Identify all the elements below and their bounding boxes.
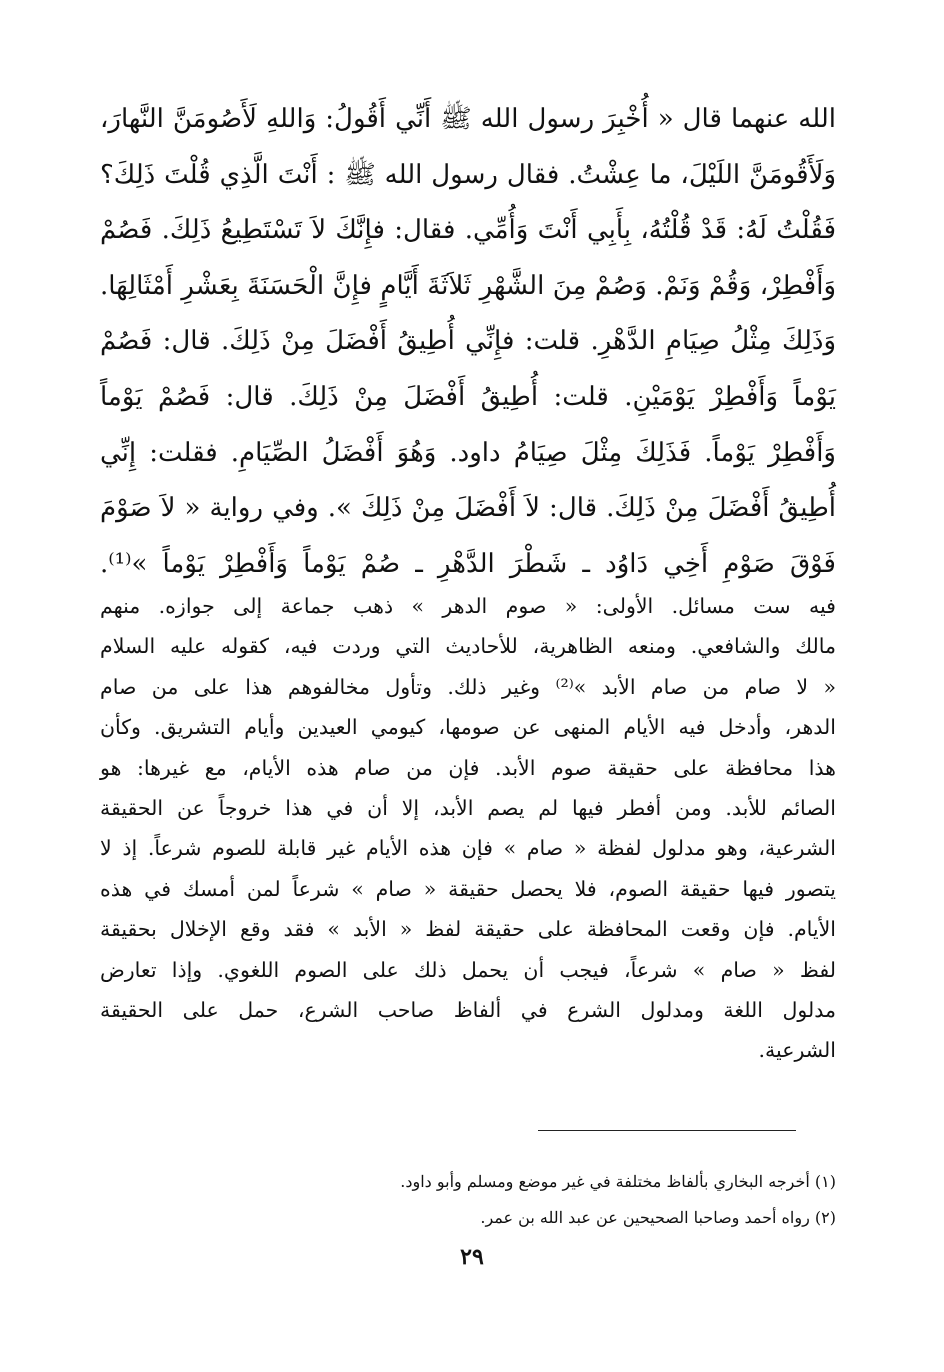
hadith-line: وَذَلِكَ مِثْلُ صِيَامِ الدَّهْرِ. قلت: فإِنِّي أُطِيقُ أَفْضَلَ مِنْ ذَلِكَ. قال: فَصُمْ (100, 326, 836, 357)
hadith-line: يَوْماً وَأَفْطِرْ يَوْمَيْنِ. قلت: أُطِيقُ أَفْضَلَ مِنْ ذَلِكَ. قال: فَصُمْ يَوْماً (100, 381, 836, 412)
commentary-line: الدهر، وأدخل فيه الأيام المنهى عن صومها، كيومي العيدين وأيام التشريق. وكأن (100, 715, 836, 740)
commentary-line: مالك والشافعي. ومنعه الظاهرية، للأحاديث التي وردت فيه، كقوله عليه السلام (100, 634, 836, 659)
hadith-line: الله عنهما قال « أُخْبِرَ رسول الله ﷺ أَنِّي أَقُولُ: وَاللهِ لَأَصُومَنَّ النَّهارَ، (100, 104, 836, 134)
footnote: (٢) رواه أحمد وصاحبا الصحيحين عن عبد الله بن عمر. (480, 1208, 836, 1227)
hadith-line: فَوْقَ صَوْمِ أَخِي دَاوُد ـ شَطْرَ الدَّهْرِ ـ صُمْ يَوْماً وَأَفْطِرْ يَوْماً »⁽¹⁾. (100, 548, 836, 579)
hadith-line: وَأَفْطِرْ، وَقُمْ وَنَمْ. وَصُمْ مِنَ الشَّهْرِ ثَلاَثَةَ أَيَّامٍ فإِنَّ الْحَسَنَةَ بِعَشْرِ أَمْثَالِهَا. (100, 270, 836, 301)
commentary-line: يتصور فيها حقيقة الصوم، فلا يحصل حقيقة « صام » شرعاً لمن أمسك في هذه (100, 876, 836, 901)
footnotes-block (100, 1164, 836, 1236)
commentary-line: فيه ست مسائل. الأولى: « صوم الدهر » ذهب جماعة إلى جوازه. منهم (100, 594, 836, 618)
commentary-line: الأيام. فإن وقعت المحافظة على حقيقة لفظ « الأبد » فقد وقع الإخلال بحقيقة (100, 917, 836, 942)
page-number: ٢٩ (460, 1244, 484, 1270)
hadith-text-block (100, 92, 836, 592)
commentary-text-block (100, 586, 836, 1071)
commentary-line: الصائم للأبد. ومن أفطر فيها لم يصم الأبد، إلا أن في هذا خروجاً عن الحقيقة (100, 795, 836, 820)
commentary-line: هذا محافظة على حقيقة صوم الأبد. فإن من صام هذه الأيام، مع غيرها: هو (100, 755, 836, 780)
footnote: (١) أخرجه البخاري بألفاظ مختلفة في غير موضع ومسلم وأبو داود. (400, 1172, 836, 1191)
hadith-line: أُطِيقُ أَفْضَلَ مِنْ ذَلِكَ. قال: لاَ أَفْضَلَ مِنْ ذَلِكَ ». وفي رواية « لاَ صَوْمَ (100, 493, 836, 524)
hadith-line: وَلَأَقُومَنَّ اللَيْلَ، ما عِشْتُ. فقال رسول الله ﷺ : أَنْتَ الَّذِي قُلْتَ ذَلِكَ؟ (100, 159, 836, 190)
commentary-line: الشرعية. (758, 1038, 836, 1063)
commentary-line: مدلول اللغة ومدلول الشرع في ألفاظ صاحب الشرع، حمل على الحقيقة (100, 997, 836, 1022)
hadith-line: فَقُلْتُ لَهُ: قَدْ قُلْتُهُ، بِأَبِي أَنْتَ وَأُمِّي. فقال: فإِنَّكَ لاَ تَسْتَطِيعُ ذَلِكَ. فَصُمْ (100, 215, 836, 246)
commentary-line: « لا صام من صام الأبد »⁽²⁾ وغير ذلك. وتأول مخالفوهم هذا على من صام (100, 674, 836, 699)
commentary-line: لفظ « صام » شرعاً، فيجب أن يحمل ذلك على الصوم اللغوي. وإذا تعارض (100, 957, 836, 982)
commentary-line: الشرعية، وهو مدلول لفظة « صام » فإن هذه الأيام غير قابلة للصوم شرعاً. إذ لا (100, 836, 836, 861)
hadith-line: وَأَفْطِرْ يَوْماً. فَذَلِكَ مِثْلَ صِيَامُ داود. وَهُوَ أَفْضَلُ الصِّيَامِ. فقلت: إِنِّي (100, 437, 836, 468)
footnote-separator (538, 1130, 796, 1131)
